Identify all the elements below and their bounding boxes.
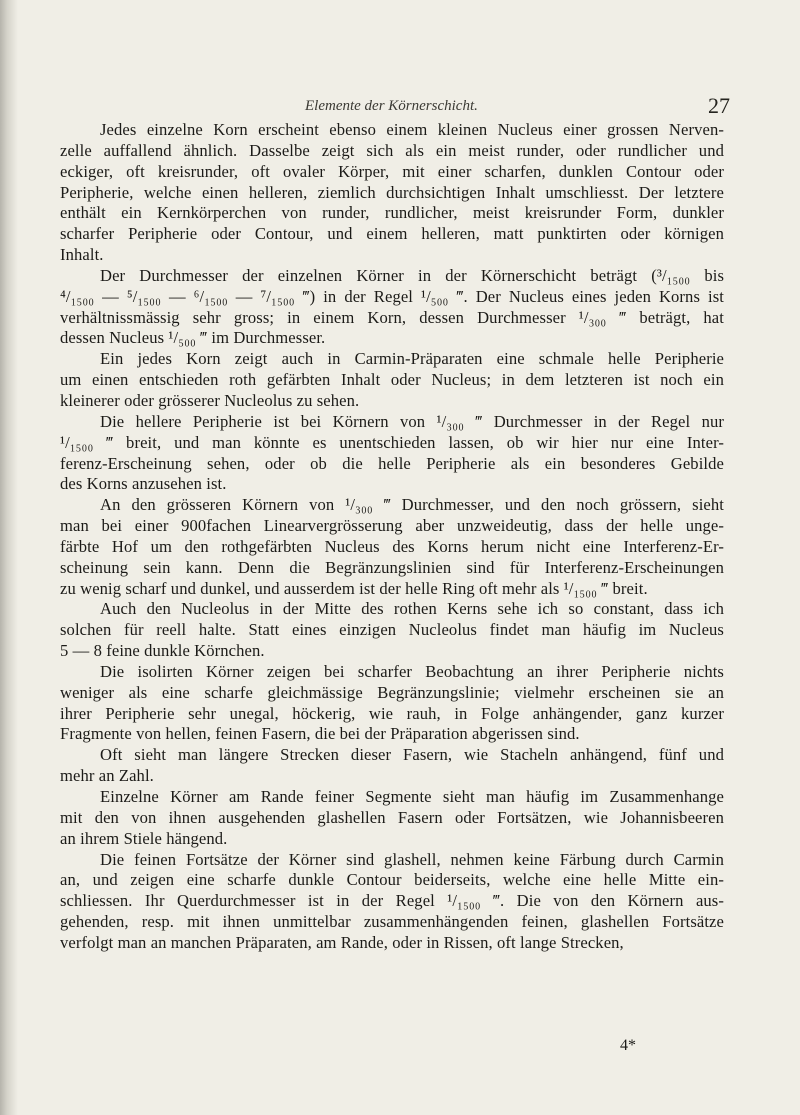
text-line: gehenden, resp. mit ihnen unmittelbar zusammenhängenden feinen, glashellen Fortsätze: [60, 912, 724, 932]
text-line: scheinung sein kann. Denn die Begränzungslinien sind für Interferenz-Erscheinungen: [60, 557, 724, 577]
text-line: kleinerer oder grösserer Nucleolus zu sehen.: [60, 390, 360, 410]
paragraph: [60, 787, 724, 850]
paragraph: [60, 662, 724, 745]
binding-shadow: [0, 0, 18, 1115]
text-line: enthält ein Kernkörperchen von runder, rundlicher, meist kreisrunder Form, dunkler: [60, 203, 724, 223]
page-number: 27: [708, 93, 730, 118]
text-line: Die feinen Fortsätze der Körner sind glashell, nehmen keine Färbung durch Carmin: [100, 849, 724, 869]
text-line: zu wenig scharf und dunkel, und ausserdem ist der helle Ring oft mehr als ¹/₁₅₀₀ ‴ breit.: [60, 578, 648, 598]
text-line: dessen Nucleus ¹/₅₀₀ ‴ im Durchmesser.: [60, 328, 326, 348]
text-line: ¹/₁₅₀₀ ‴ breit, und man könnte es unentschieden lassen, ob wir hier nur eine Inter-: [60, 432, 724, 452]
text-line: Auch den Nucleolus in der Mitte des rothen Kerns sehe ich so constant, dass ich: [100, 599, 724, 619]
text-line: Der Durchmesser der einzelnen Körner in der Körnerschicht beträgt (³/₁₅₀₀ bis: [100, 265, 724, 285]
text-line: Inhalt.: [60, 245, 104, 265]
text-line: An den grösseren Körnern von ¹/₃₀₀ ‴ Durchmesser, und den noch grössern, sieht: [100, 495, 724, 515]
text-line: des Korns anzusehen ist.: [60, 474, 227, 494]
running-title: Elemente der Körnerschicht.: [305, 98, 478, 114]
paragraph: [60, 850, 724, 954]
text-line: Fragmente von hellen, feinen Fasern, die bei der Präparation abgerissen sind.: [60, 724, 580, 744]
text-line: eckiger, oft kreisrunder, oft ovaler Körper, mit einer scharfen, dunklen Contour oder: [60, 161, 724, 181]
text-line: Einzelne Körner am Rande feiner Segmente sieht man häufig im Zusammenhange: [100, 787, 724, 806]
text-line: weniger als eine scharfe gleichmässige Begränzungslinie; vielmehr erscheinen sie an: [60, 682, 724, 702]
text-line: um einen entschieden roth gefärbten Inhalt oder Nucleus; in dem letzteren ist noch ein: [60, 370, 724, 390]
paragraph: [60, 412, 724, 495]
paragraph: [60, 495, 724, 599]
text-line: Jedes einzelne Korn erscheint ebenso einem kleinen Nucleus einer grossen Nerven-: [100, 120, 724, 139]
text-line: verfolgt man an manchen Präparaten, am Rande, oder in Rissen, oft lange Strecken,: [60, 932, 624, 952]
text-line: ⁴/₁₅₀₀ — ⁵/₁₅₀₀ — ⁶/₁₅₀₀ — ⁷/₁₅₀₀ ‴) in der Regel ¹/₅₀₀ ‴. Der Nucleus eines jeden Korns ist: [60, 286, 724, 306]
text-line: Peripherie, welche einen helleren, ziemlich durchsichtigen Inhalt umschliesst. Der letztere: [60, 182, 724, 202]
text-line: ferenz-Erscheinung sehen, oder ob die helle Peripherie als ein besonderes Gebilde: [60, 453, 724, 473]
text-line: an, und zeigen eine scharfe dunkle Contour beiderseits, welche eine helle Mitte ein-: [60, 870, 724, 890]
text-line: Oft sieht man längere Strecken dieser Fasern, wie Stacheln anhängend, fünf und: [100, 745, 724, 765]
text-line: verhältnissmässig sehr gross; in einem Korn, dessen Durchmesser ¹/₃₀₀ ‴ beträgt, hat: [60, 307, 724, 327]
text-line: scharfer Peripherie oder Contour, und einem helleren, matt punktirten oder körnigen: [60, 224, 724, 244]
page-header: [60, 93, 730, 123]
text-line: schliessen. Ihr Querdurchmesser ist in der Regel ¹/₁₅₀₀ ‴. Die von den Körnern aus-: [60, 891, 724, 911]
text-line: zelle auffallend ähnlich. Dasselbe zeigt sich als ein meist runder, oder rundlicher und: [60, 140, 724, 160]
text-line: man bei einer 900fachen Linearvergrösserung aber unzweideutig, dass der helle unge-: [60, 516, 724, 536]
text-line: färbte Hof um den rothgefärbten Nucleus des Korns herum nicht eine Interferenz-Er-: [60, 536, 724, 556]
body-text: [60, 120, 724, 954]
text-line: Die isolirten Körner zeigen bei scharfer Beobachtung an ihrer Peripherie nichts: [100, 661, 724, 681]
text-line: ihrer Peripherie sehr unegal, höckerig, wie rauh, in Folge anhängender, ganz kurzer: [60, 703, 724, 723]
paragraph: [60, 745, 724, 787]
text-line: 5 — 8 feine dunkle Körnchen.: [60, 641, 265, 661]
text-line: solchen für reell halte. Statt eines einzigen Nucleolus findet man häufig im Nucleus: [60, 620, 724, 640]
signature-mark: 4*: [620, 1037, 636, 1054]
text-line: Ein jedes Korn zeigt auch in Carmin-Präparaten eine schmale helle Peripherie: [100, 349, 724, 369]
paragraph: [60, 266, 724, 349]
paragraph: [60, 349, 724, 412]
paragraph: [60, 120, 724, 266]
text-line: Die hellere Peripherie ist bei Körnern von ¹/₃₀₀ ‴ Durchmesser in der Regel nur: [100, 411, 724, 431]
text-line: mehr an Zahl.: [60, 766, 154, 786]
paragraph: [60, 599, 724, 662]
text-line: mit den von ihnen ausgehenden glashellen Fasern oder Fortsätzen, wie Johannisbeeren: [60, 807, 724, 827]
text-line: an ihrem Stiele hängend.: [60, 828, 228, 848]
